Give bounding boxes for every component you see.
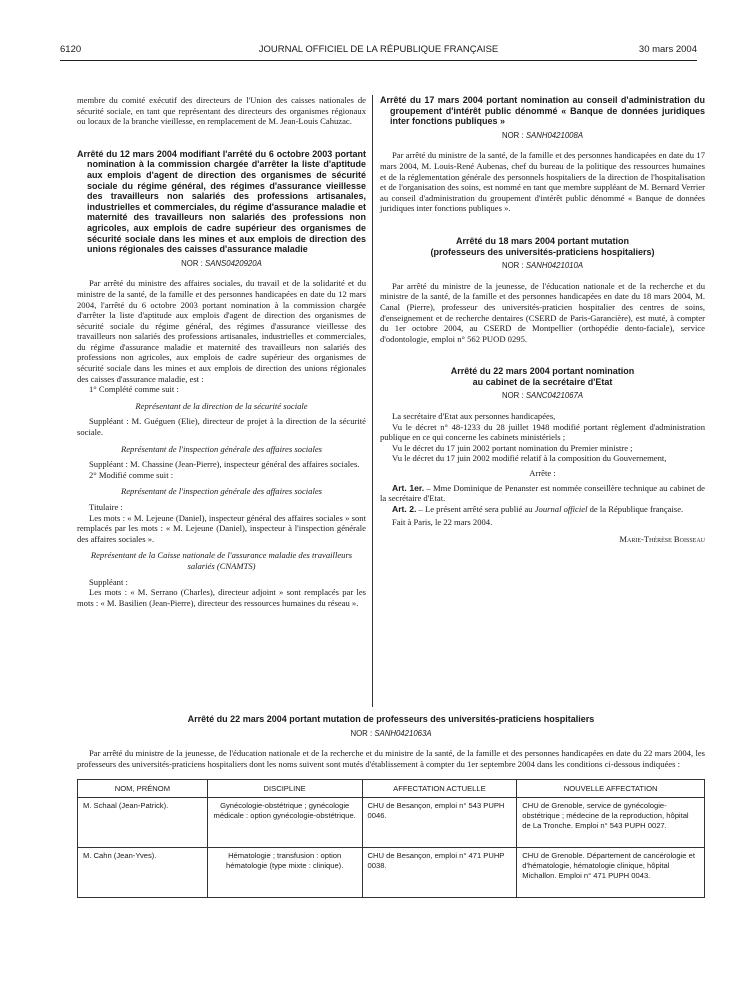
signatory: Marie-Thérèse Boisseau — [619, 534, 705, 544]
table-row — [78, 798, 705, 848]
decree-title-4-line-2: au cabinet de la secrétaire d'Etat — [472, 376, 613, 387]
signature-place-date: Fait à Paris, le 22 mars 2004. — [392, 517, 493, 528]
paragraph: La secrétaire d'Etat aux personnes handicapées, — [392, 411, 556, 422]
decree-title-4-line-1: Arrêté du 22 mars 2004 portant nomination — [450, 366, 635, 377]
section-heading: Représentant de l'inspection générale des affaires sociales — [120, 486, 323, 497]
table-cell: CHU de Besançon, emploi n° 471 PUHP 0038. — [362, 848, 517, 898]
decree-title-5: Arrêté du 22 mars 2004 portant mutation de professeurs des universités-praticiens hospitaliers — [187, 714, 595, 724]
article-text: – Mme Dominique de Penanster est nommée conseillère technique au cabinet de la secrétaire d'Etat. — [380, 482, 705, 504]
paragraph: Titulaire : — [89, 502, 123, 512]
paragraph: Par arrêté du ministre des affaires sociales, du travail et de la solidarité et du ministre de la santé, de la famille et des personnes handicapées en date du 12 mars 2004, l'arrêté du 6 octobre 2003 portant nomination à la commission chargée d'arrêter la liste d'aptitude aux emplois d'agent de direction des organismes de sécurité sociale du régime général, des régimes d'assurance vieillesse des travailleurs non salariés des professions artisanales, industrielles et commerciales, du régime d'assurance maladie et maternité des travailleurs non salariés des professions non agricoles, aux emplois de cadre supérieur des organismes de sécurité sociale dans les mines et aux emplois de direction des unions régionales des caisses d'assurance maladie, est : — [77, 278, 366, 384]
column-header: AFFECTATION ACTUELLE — [362, 780, 517, 798]
table-cell: M. Schaal (Jean-Patrick). — [78, 798, 208, 848]
paragraph: Vu le décret du 17 juin 2002 portant nomination du Premier ministre ; — [392, 442, 633, 453]
issue-date: 30 mars 2004 — [638, 44, 697, 55]
paragraph: Suppléant : M. Guéguen (Elie), directeur de projet à la direction de la sécurité sociale. — [77, 416, 366, 438]
left-column — [77, 95, 366, 608]
journal-title: JOURNAL OFFICIEL DE LA RÉPUBLIQUE FRANÇAISE — [258, 44, 499, 55]
nor-reference-1 — [77, 259, 366, 270]
article-text: – Le présent arrêté sera publié au — [416, 503, 535, 514]
section-heading: Représentant de l'inspection générale des affaires sociales — [120, 443, 323, 454]
decree-title-1: Arrêté du 12 mars 2004 modifiant l'arrêté du 6 octobre 2003 portant nomination à la commission chargée d'arrêter la liste d'aptitude aux emplois d'agent de direction des organismes de sécurité sociale du régime général, des régimes d'assurance vieillesse des travailleurs non salariés des professions artisanales, industrielles et commerciales, du régime d'assurance maladie et maternité des travailleurs non salariés des professions non agricoles, aux emplois de cadre supérieur des organismes de sécurité sociale dans les mines et aux emplois de direction des unions régionales des caisses d'assurance maladie — [77, 148, 366, 255]
decree-title-3-line-1: Arrêté du 18 mars 2004 portant mutation — [455, 235, 630, 246]
table-cell: Gynécologie-obstétrique ; gynécologie médicale : option gynécologie-obstétrique. — [207, 798, 362, 848]
article-1 — [380, 483, 705, 504]
paragraph: 2° Modifié comme suit : — [89, 469, 174, 480]
nor-label: NOR : — [501, 391, 524, 401]
article-label: Art. 2. — [392, 503, 417, 514]
right-column — [380, 95, 705, 545]
table-row — [78, 848, 705, 898]
nor-label: NOR : — [350, 728, 373, 738]
article-label: Art. 1er. — [392, 482, 425, 493]
arrete-label: Arrête : — [529, 468, 556, 479]
nor-code: SANH0421008A — [525, 130, 584, 140]
paragraph: Suppléant : — [89, 576, 128, 587]
section-heading: Représentant de la direction de la sécurité sociale — [135, 400, 308, 411]
column-header: DISCIPLINE — [207, 780, 362, 798]
mutation-table — [77, 779, 705, 898]
table-cell: Hématologie ; transfusion : option hématologie (type mixte : clinique). — [207, 848, 362, 898]
column-header: NOUVELLE AFFECTATION — [517, 780, 705, 798]
nor-label: NOR : — [181, 258, 203, 268]
section-heading: Représentant de la Caisse nationale de l'assurance maladie des travailleurs salariés (CNAMTS) — [90, 550, 353, 571]
bottom-section — [77, 714, 705, 898]
nor-reference-4 — [380, 391, 705, 402]
decree-title-3-line-2: (professeurs des universités-praticiens hospitaliers) — [430, 246, 655, 257]
paragraph: 1° Complété comme suit : — [89, 384, 179, 395]
paragraph: Par arrêté du ministre de la santé, de la famille et des personnes handicapées en date du 17 mars 2004, M. Louis-René Aubenas, chef du bureau de la politique des ressources humaines et de la réglementation générale des personnels hospitaliers de la direction de l'hospitalisation et de l'organisation des soins, est nommé en tant que membre suppléant de M. Bernard Verrier au conseil d'administration du groupement d'intérêt public dénommé « Banque de données juridiques inter fonctions publiques ». — [380, 150, 705, 214]
nor-code: SANS0420920A — [205, 258, 262, 268]
intro-paragraph: membre du comité exécutif des directeurs de l'Union des caisses nationales de sécurité sociale, en tant que représentant des directeurs des organismes régionaux ou locaux de la branche vieillesse, en remplacement de M. Jean-Louis Cahuzac. — [77, 95, 366, 127]
paragraph: Par arrêté du ministre de la jeunesse, de l'éducation nationale et de la recherche et du ministre de la santé, de la famille et des personnes handicapées en date du 22 mars 2004, les professeurs des universités-praticiens hospitaliers dont les noms suivent sont mutés d'établissement à compter du 1er septembre 2004 dans les conditions ci-dessous indiquées : — [77, 748, 705, 769]
header-rule — [60, 60, 697, 61]
nor-reference-5 — [77, 729, 705, 740]
article-2 — [380, 504, 705, 515]
article-text: de la République française. — [587, 503, 684, 514]
journal-name: Journal officiel — [534, 503, 588, 514]
table-cell: CHU de Grenoble, service de gynécologie-obstétrique ; médecine de la reproduction, hôpital de La Tronche. Emploi n° 543 PUPH 0027. — [517, 798, 705, 848]
paragraph: Vu le décret n° 48-1233 du 28 juillet 1948 modifié portant règlement d'administration publique en ce qui concerne les cabinets ministériels ; — [380, 421, 705, 443]
table-cell: CHU de Besançon, emploi n° 543 PUPH 0046. — [362, 798, 517, 848]
paragraph: Suppléant : M. Chassine (Jean-Pierre), inspecteur général des affaires sociales. — [89, 459, 360, 470]
nor-reference-2 — [380, 131, 705, 142]
paragraph: Vu le décret du 17 juin 2002 modifié relatif à la composition du Gouvernement, — [392, 453, 667, 464]
nor-reference-3 — [380, 261, 705, 272]
nor-label: NOR : — [501, 130, 524, 140]
table-cell: M. Cahn (Jean-Yves). — [78, 848, 208, 898]
nor-code: SANH0421063A — [374, 728, 432, 738]
paragraph: Par arrêté du ministre de la jeunesse, de l'éducation nationale et de la recherche et du ministre de la santé, de la famille et des personnes handicapées en date du 18 mars 2004, M. Canal (Pierre), professeur des universités-praticien hospitalier des centres de soins, d'enseignement et de recherche dentaires (CSERD de Paris-Garancière), est muté, à compter du 1er octobre 2004, au CSERD de Montpellier (orthopédie dento-faciale), service d'odontologie, emploi n° 562 PUOD 0295. — [380, 280, 705, 344]
nor-code: SANC0421067A — [525, 391, 584, 401]
paragraph: Les mots : « M. Serrano (Charles), directeur adjoint » sont remplacés par les mots : « M. Basilien (Jean-Pierre), directeur des ressources humaines du réseau ». — [77, 587, 366, 608]
column-divider — [372, 95, 373, 707]
page-header — [60, 44, 697, 58]
column-header: NOM, PRÉNOM — [78, 780, 208, 798]
table-cell: CHU de Grenoble. Département de cancérologie et d'hématologie, hématologie clinique, hôpital Michallon. Emploi n° 471 PUPH 0043. — [517, 848, 705, 898]
nor-label: NOR : — [501, 261, 524, 271]
nor-code: SANH0421010A — [525, 261, 584, 271]
decree-title-2: Arrêté du 17 mars 2004 portant nomination au conseil d'administration du groupement d'intérêt public dénommé « Banque de données juridiques inter fonctions publiques » — [380, 95, 705, 127]
table-header-row — [78, 780, 705, 798]
page-number: 6120 — [60, 44, 82, 55]
paragraph: Les mots : « M. Lejeune (Daniel), inspecteur général des affaires sociales » sont remplacés par les mots : « M. Lejeune (Daniel), inspecteur à l'inspection générale des affaires sociales ». — [77, 512, 366, 544]
